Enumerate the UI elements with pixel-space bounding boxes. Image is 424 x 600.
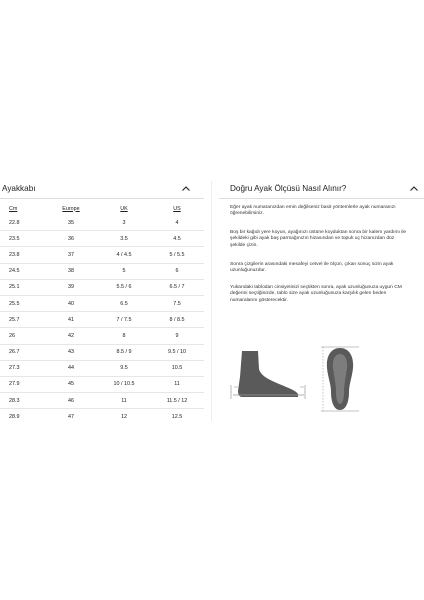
foot-side-illustration bbox=[228, 347, 308, 403]
cell-cm: 22.8 bbox=[0, 215, 44, 231]
size-chart-header[interactable] bbox=[0, 181, 204, 199]
cell-us: 9.5 / 10 bbox=[150, 344, 204, 360]
cell-us: 6 bbox=[150, 263, 204, 279]
size-table-body bbox=[0, 215, 204, 424]
cell-cm: 23.5 bbox=[0, 231, 44, 247]
cell-us: 4.5 bbox=[150, 231, 204, 247]
cell-europe: 46 bbox=[44, 393, 98, 409]
cell-us: 4 bbox=[150, 215, 204, 231]
cell-uk: 5 bbox=[98, 263, 150, 279]
cell-europe: 39 bbox=[44, 279, 98, 295]
cell-uk: 8.5 / 9 bbox=[98, 344, 150, 360]
column-header-europe: Europe bbox=[62, 205, 80, 212]
cell-uk: 10 / 10.5 bbox=[98, 376, 150, 392]
column-header-us: US bbox=[173, 205, 181, 212]
cell-cm: 25.7 bbox=[0, 312, 44, 328]
table-row bbox=[0, 263, 204, 279]
cell-us: 7.5 bbox=[150, 295, 204, 311]
table-row bbox=[0, 215, 204, 231]
cell-europe: 41 bbox=[44, 312, 98, 328]
cell-uk: 12 bbox=[121, 413, 127, 420]
cell-europe: 37 bbox=[44, 247, 98, 263]
cell-uk: 6.5 bbox=[98, 295, 150, 311]
cell-europe: 47 bbox=[68, 413, 74, 420]
cell-cm: 27.9 bbox=[0, 376, 44, 392]
cell-cm: 28.3 bbox=[0, 393, 44, 409]
column-header-uk: UK bbox=[120, 205, 128, 212]
cell-uk: 3 bbox=[98, 215, 150, 231]
cell-europe: 45 bbox=[44, 376, 98, 392]
cell-uk: 5.5 / 6 bbox=[98, 279, 150, 295]
cell-us: 5 / 5.5 bbox=[150, 247, 204, 263]
table-row bbox=[0, 409, 204, 425]
cell-uk: 8 bbox=[98, 328, 150, 344]
guide-paragraph-2: Boş bir kağıdı yere koyun, ayağınızı üstüne koyduktan sonra bir kalem yardımı ile şekildeki gibi ayak baş parmağınızın hizasından ve topuk uç hizanızdan düz şekilde çizin. bbox=[230, 230, 407, 248]
cell-us: 11.5 / 12 bbox=[150, 393, 204, 409]
cell-cm: 26.7 bbox=[0, 344, 44, 360]
table-row bbox=[0, 376, 204, 392]
cell-europe: 42 bbox=[44, 328, 98, 344]
cell-europe: 38 bbox=[44, 263, 98, 279]
cell-us: 12.5 bbox=[171, 413, 183, 420]
measure-guide-header[interactable] bbox=[219, 181, 424, 199]
cell-cm: 24.5 bbox=[0, 263, 44, 279]
size-table-header-row bbox=[0, 202, 204, 215]
cell-cm: 25.1 bbox=[0, 279, 44, 295]
guide-paragraph-1: Eğer ayak numaranızdan emin değilseniz basit yöntemlerle ayak numaranızı öğrenebilirsiniz. bbox=[230, 205, 396, 217]
cell-europe: 44 bbox=[44, 360, 98, 376]
cell-cm: 23.8 bbox=[0, 247, 44, 263]
table-row bbox=[0, 344, 204, 360]
cell-cm: 28.9 bbox=[9, 413, 20, 420]
cell-europe: 40 bbox=[44, 295, 98, 311]
size-chart-panel bbox=[0, 181, 204, 421]
table-row bbox=[0, 231, 204, 247]
cell-us: 10.5 bbox=[150, 360, 204, 376]
chevron-up-icon[interactable] bbox=[181, 185, 191, 192]
cell-uk: 9.5 bbox=[98, 360, 150, 376]
measure-guide-panel bbox=[219, 181, 424, 421]
cell-cm: 26 bbox=[0, 328, 44, 344]
guide-paragraph-4: Yukarıdaki tablodan cinsiyetinizi seçtikten sonra, ayak uzunluğunuza uygun CM değerini seçtiğinizde, tablo size ayak uzunluğunuza karşılık gelen beden numaralarını gösterecektir. bbox=[230, 285, 402, 303]
cell-us: 6.5 / 7 bbox=[150, 279, 204, 295]
guide-paragraph-3: Sonra çizgilerin arasındaki mesafeyi cetvel ile ölçün, çıkan sonuç sizin ayak uzunluğunuzdur. bbox=[230, 262, 394, 274]
cell-europe: 43 bbox=[44, 344, 98, 360]
panel-divider bbox=[211, 181, 212, 421]
cell-uk: 3.5 bbox=[98, 231, 150, 247]
measure-guide-title: Doğru Ayak Ölçüsü Nasıl Alınır? bbox=[230, 184, 347, 193]
cell-us: 9 bbox=[150, 328, 204, 344]
cell-us: 11 bbox=[150, 376, 204, 392]
cell-uk: 11 bbox=[98, 393, 150, 409]
size-table bbox=[0, 202, 204, 424]
cell-uk: 4 / 4.5 bbox=[98, 247, 150, 263]
table-row bbox=[0, 393, 204, 409]
cell-cm: 27.3 bbox=[0, 360, 44, 376]
size-chart-title: Ayakkabı bbox=[2, 184, 36, 193]
table-row bbox=[0, 295, 204, 311]
table-row bbox=[0, 279, 204, 295]
cell-us: 8 / 8.5 bbox=[150, 312, 204, 328]
chevron-up-icon[interactable] bbox=[409, 185, 419, 192]
table-row bbox=[0, 312, 204, 328]
cell-europe: 35 bbox=[44, 215, 98, 231]
cell-europe: 36 bbox=[44, 231, 98, 247]
table-row bbox=[0, 247, 204, 263]
cell-uk: 7 / 7.5 bbox=[98, 312, 150, 328]
cell-cm: 25.5 bbox=[0, 295, 44, 311]
table-row bbox=[0, 360, 204, 376]
foot-top-illustration bbox=[317, 344, 363, 414]
column-header-cm: Cm bbox=[9, 205, 18, 212]
table-row bbox=[0, 328, 204, 344]
